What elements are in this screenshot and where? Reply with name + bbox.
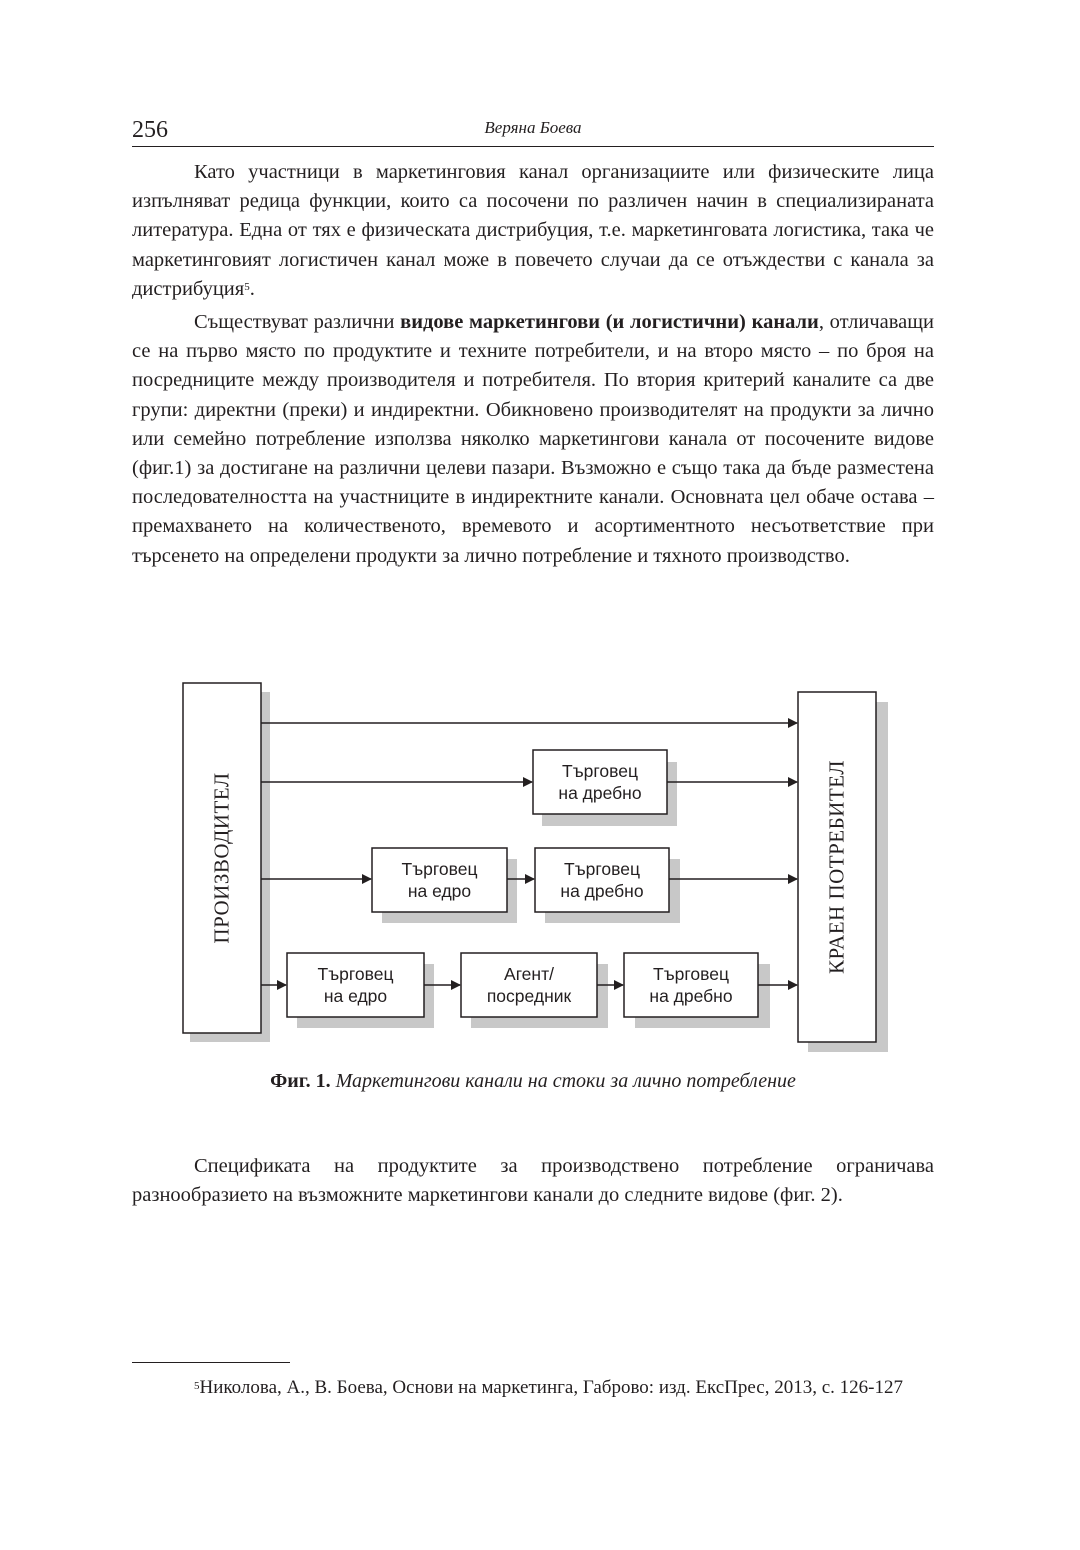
footnote-separator xyxy=(132,1362,290,1363)
retailer-label-3: Търговец на дребно xyxy=(649,964,733,1006)
channel-arrows xyxy=(261,723,797,985)
retailer-label-2: Търговец на дребно xyxy=(560,859,644,901)
bold-term: видове маркетингови (и логистични) канали xyxy=(400,311,819,334)
body-text-bottom xyxy=(132,1152,934,1210)
footnote-number: 5 xyxy=(194,1380,200,1392)
paragraph-3: Спецификата на продуктите за производствено потребление ограничава разнообразието на възможните маркетингови канали до следните видове (фиг. 2). xyxy=(132,1155,934,1207)
agent-label: Агент/ посредник xyxy=(486,964,572,1006)
figure-1-diagram xyxy=(180,678,890,1056)
running-head-author: Веряна Боева xyxy=(484,118,582,137)
producer-label: ПРОИЗВОДИТЕЛ xyxy=(209,772,234,944)
footnote-ref[interactable]: 5 xyxy=(244,280,250,293)
paragraph-1: Като участници в маркетинговия канал организациите или физическите лица изпълняват редица функции, които са посочени по различен начин в специализираната литература. Една от тях е физическата дистрибуция, т.е. маркетинговата логистика, така че маркетинговият логистичен канал може в повечето случаи да се отъждестви с канала за дистрибуция$^5$. xyxy=(132,161,934,300)
figure-caption xyxy=(132,1068,934,1094)
paragraph-2: Съществуват различни видове маркетингови (и логистични) канали, отличаващи се на първо място по продуктите и техните потребители, и на второ място – по броя на посредниците между производителя и потребителя. По втория критерий каналите са две групи: директни (преки) и индиректни. Обикновено производителят на продукти за лично или семейно потребление използва няколко маркетингови канала от посочените видове (фиг.1) за достигане на различни целеви пазари. Възможно е също така да бъде разместена последователността на участниците в индиректните канали. Основната цел обаче остава – премахването на количественото, времевото и асортиментното несъответствие при търсенето на определени продукти за лично потребление и тяхното производство. xyxy=(132,311,934,567)
body-text-top xyxy=(132,158,934,571)
page-header xyxy=(132,116,934,147)
page-number: 256 xyxy=(132,117,168,143)
footnote-text: Николова, А., В. Боева, Основи на маркетинга, Габрово: изд. ЕксПрес, 2013, с. 126-127 xyxy=(199,1377,903,1398)
retailer-label-1: Търговец на дребно xyxy=(558,761,642,803)
consumer-label: КРАЕН ПОТРЕБИТЕЛ xyxy=(824,760,849,974)
caption-label: Фиг. 1. xyxy=(270,1070,331,1092)
footnote xyxy=(132,1374,934,1402)
wholesaler-label-2: Търговец на едро xyxy=(317,964,394,1006)
wholesaler-label-1: Търговец на едро xyxy=(401,859,478,901)
caption-text: Маркетингови канали на стоки за лично потребление xyxy=(335,1070,796,1092)
